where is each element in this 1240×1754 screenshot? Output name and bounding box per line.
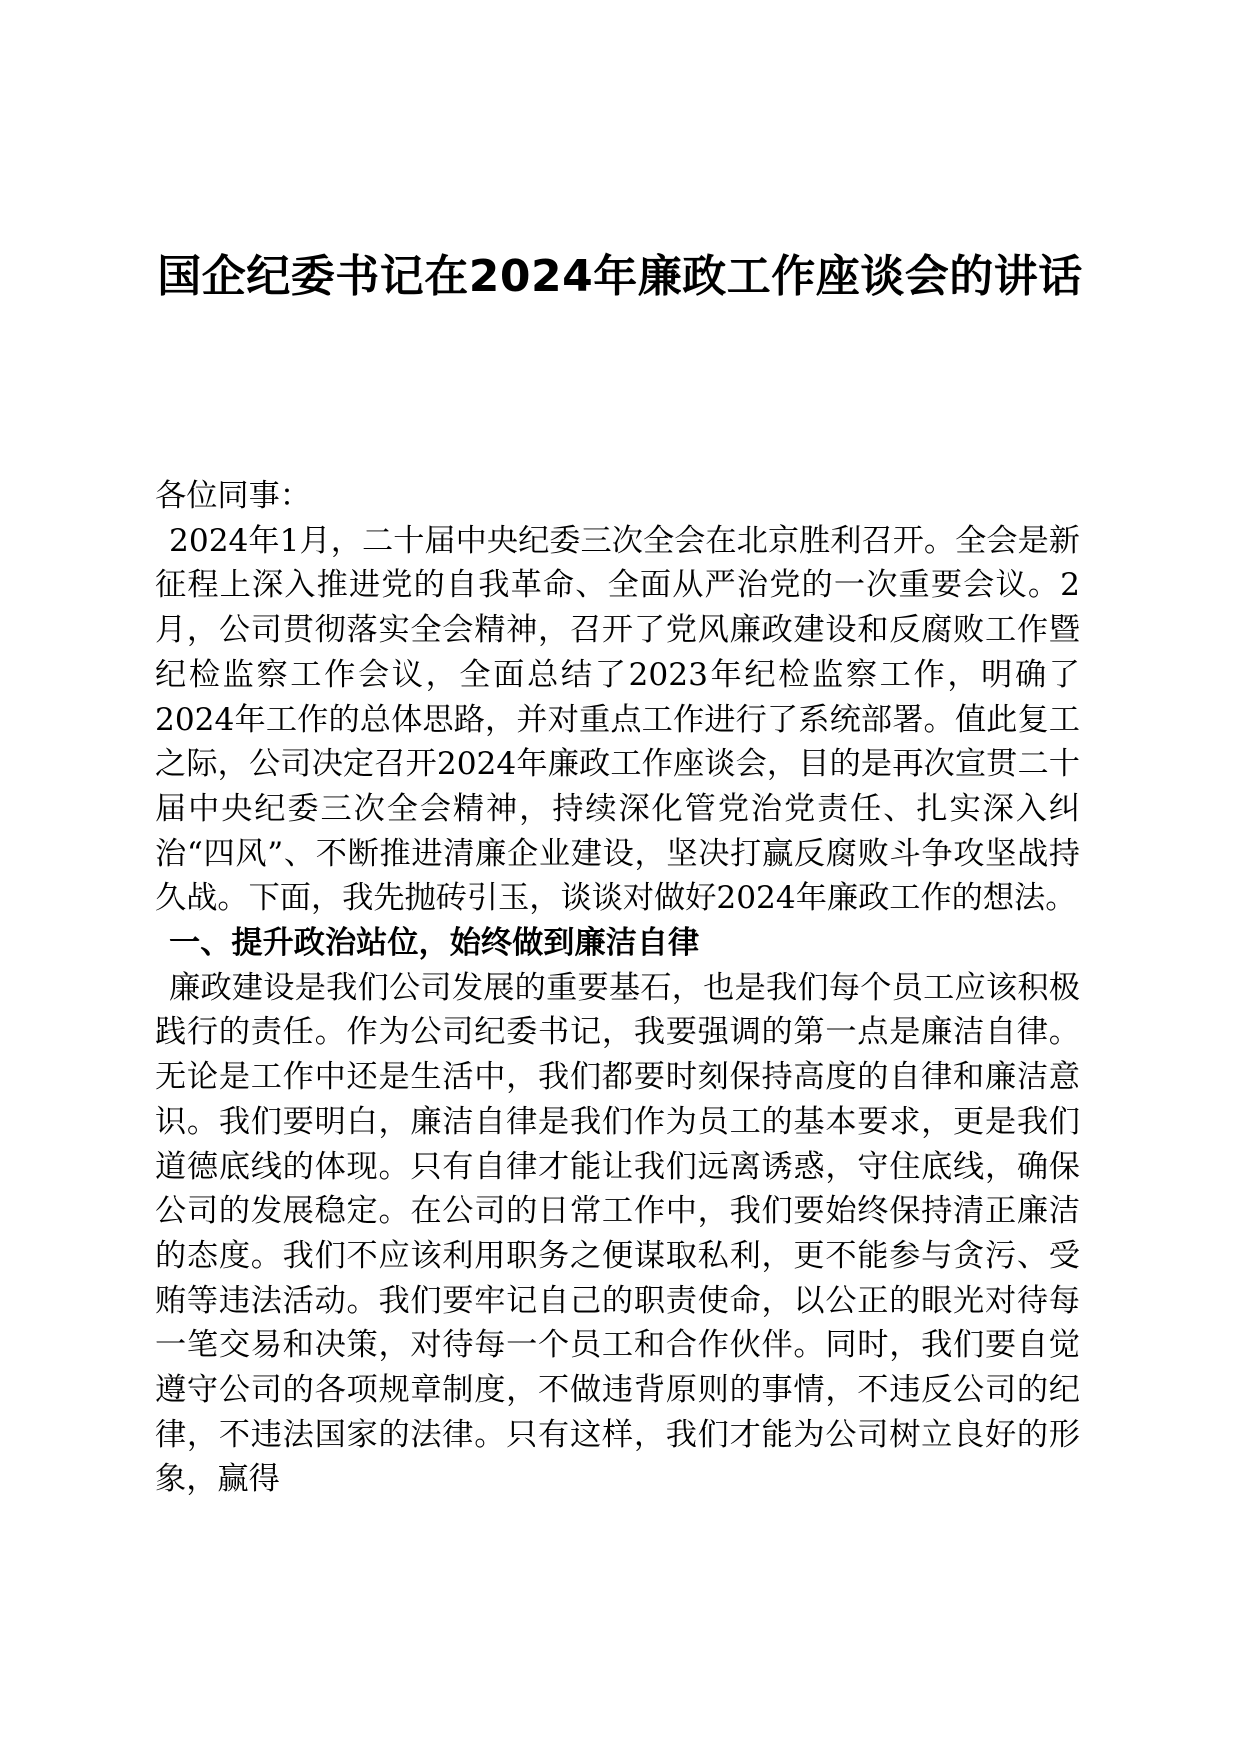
- section-heading: 一、提升政治站位，始终做到廉洁自律: [169, 925, 700, 962]
- document-body: [155, 474, 1080, 1502]
- salutation: 各位同事：: [155, 478, 311, 514]
- intro-paragraph: 2024年1月，二十届中央纪委三次全会在北京胜利召开。全会是新征程上深入推进党的自我革命、全面从严治党的一次重要会议。2月，公司贯彻落实全会精神，召开了党风廉政建设和反腐败工作暨纪检监察工作会议，全面总结了2023年纪检监察工作，明确了2024年工作的总体思路，并对重点工作进行了系统部署。值此复工之际，公司决定召开2024年廉政工作座谈会，目的是再次宣贯二十届中央纪委三次全会精神，持续深化管党治党责任、扎实深入纠治“四风”、不断推进清廉企业建设，坚决打赢反腐败斗争攻坚战持久战。下面，我先抛砖引玉，谈谈对做好2024年廉政工作的想法。: [155, 522, 1080, 917]
- section-paragraph: 廉政建设是我们公司发展的重要基石，也是我们每个员工应该积极践行的责任。作为公司纪委书记，我要强调的第一点是廉洁自律。无论是工作中还是生活中，我们都要时刻保持高度的自律和廉洁意识。我们要明白，廉洁自律是我们作为员工的基本要求，更是我们道德底线的体现。只有自律才能让我们远离诱惑，守住底线，确保公司的发展稳定。在公司的日常工作中，我们要始终保持清正廉洁的态度。我们不应该利用职务之便谋取私利，更不能参与贪污、受贿等违法活动。我们要牢记自己的职责使命，以公正的眼光对待每一笔交易和决策，对待每一个员工和合作伙伴。同时，我们要自觉遵守公司的各项规章制度，不做违背原则的事情，不违反公司的纪律，不违法国家的法律。只有这样，我们才能为公司树立良好的形象，赢得: [155, 969, 1080, 1498]
- document-title: 国企纪委书记在2024年廉政工作座谈会的讲话: [157, 251, 1083, 302]
